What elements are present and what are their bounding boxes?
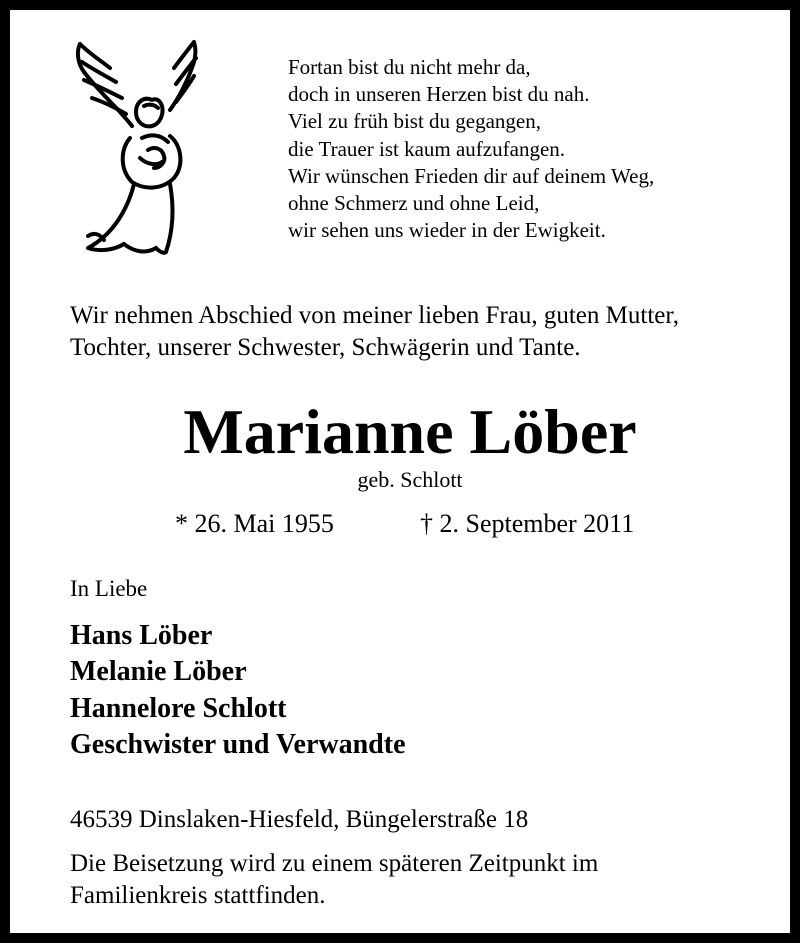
mourner-name: Hannelore Schlott (70, 692, 287, 724)
in-love-label: In Liebe (70, 576, 148, 601)
birth-date: * 26. Mai 1955 (175, 509, 334, 538)
farewell-line-2: Tochter, unserer Schwester, Schwägerin und Tante. (70, 334, 581, 361)
poem-line: doch in unseren Herzen bist du nah. (288, 82, 590, 107)
mourner-name: Melanie Löber (70, 656, 247, 688)
maiden-name: geb. Schlott (357, 467, 463, 492)
poem-line: ohne Schmerz und ohne Leid, (288, 191, 540, 216)
poem (288, 54, 654, 244)
mourner-name: Geschwister und Verwandte (70, 728, 406, 760)
death-date: † 2. September 2011 (420, 509, 635, 538)
poem-line: wir sehen uns wieder in der Ewigkeit. (288, 218, 606, 243)
farewell-line-1: Wir nehmen Abschied von meiner lieben Frau, guten Mutter, (70, 302, 679, 329)
poem-line: Viel zu früh bist du gegangen, (288, 109, 542, 134)
address: 46539 Dinslaken-Hiesfeld, Büngelerstraße 18 (70, 806, 529, 833)
deceased-name: Marianne Löber (183, 396, 637, 467)
funeral-note (70, 848, 598, 912)
mourners-list (70, 618, 406, 763)
funeral-line-1: Die Beisetzung wird zu einem späteren Zeitpunkt im (70, 850, 599, 877)
angel-icon (70, 38, 210, 260)
farewell-text (70, 300, 679, 364)
poem-line: Fortan bist du nicht mehr da, (288, 55, 531, 79)
mourner-name: Hans Löber (70, 620, 213, 651)
poem-line: die Trauer ist kaum aufzufangen. (288, 136, 566, 161)
funeral-line-2: Familienkreis stattfinden. (70, 882, 326, 909)
poem-line: Wir wünschen Frieden dir auf deinem Weg, (288, 163, 655, 188)
